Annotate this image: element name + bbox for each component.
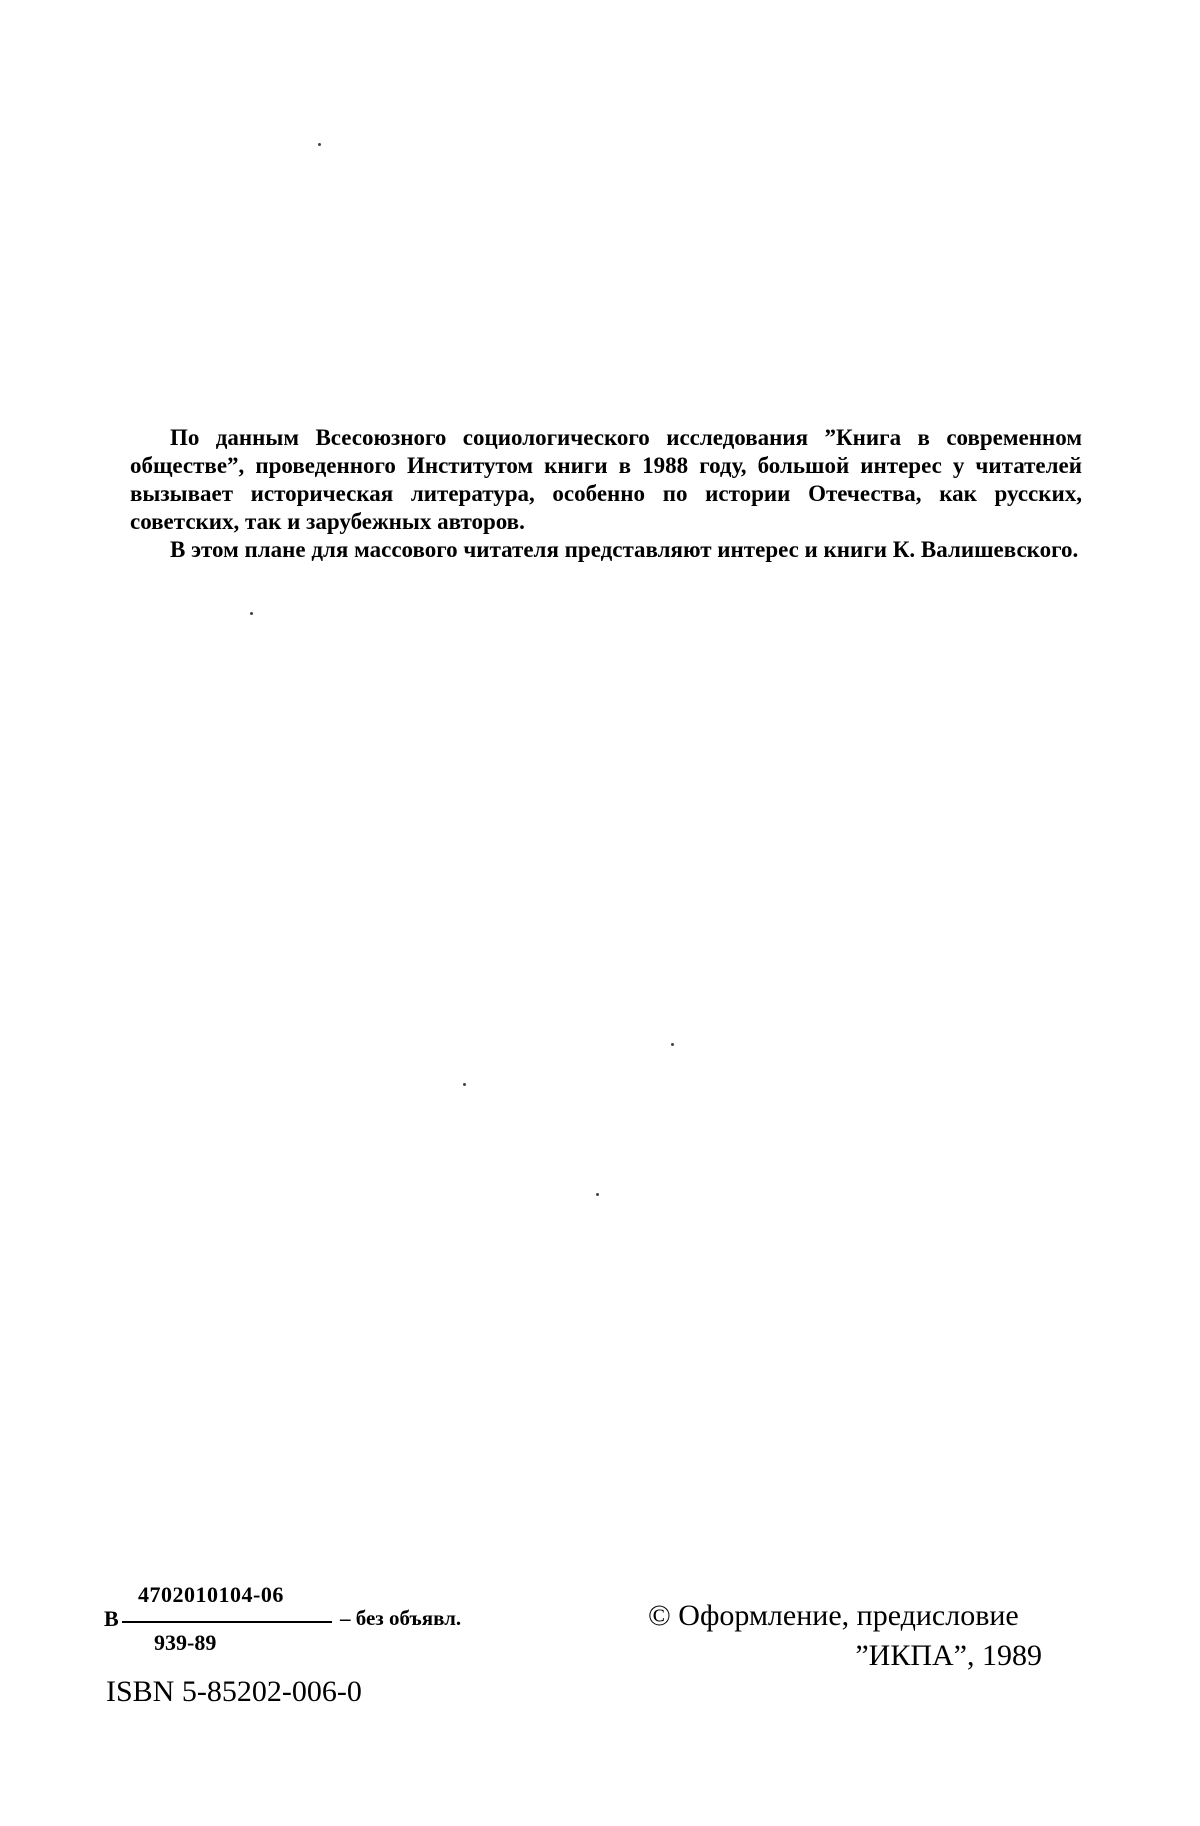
scan-speck — [250, 612, 253, 615]
paragraph-2: В этом плане для массового читателя представляют интерес и книги К. Валишевского. — [170, 537, 1079, 562]
scan-speck — [671, 1043, 674, 1046]
scan-speck — [318, 143, 321, 146]
copyright-notice — [648, 1596, 1068, 1676]
imprint-denominator: 939-89 — [154, 1630, 217, 1655]
paragraph-1: По данным Всесоюзного социологического исследования ”Книга в современном обществе”, проведенного Институтом книги в 1988 году, большой интерес у читателей вызывает историческая литература, особенно по истории Отечества, как русских, советских, так и зарубежных авторов. — [130, 425, 1082, 534]
imprint-numerator: 4702010104-06 — [138, 1582, 284, 1607]
copyright-line-1: © Оформление, предисловие — [648, 1599, 1019, 1632]
imprint-note: – без объявл. — [340, 1606, 462, 1630]
body-text — [130, 424, 1082, 564]
scan-speck — [463, 1083, 466, 1086]
scan-speck — [596, 1193, 599, 1196]
copyright-line-2: ”ИКПА”, 1989 — [855, 1639, 1042, 1672]
fraction-divider — [122, 1621, 332, 1623]
isbn: ISBN 5-85202-006-0 — [106, 1675, 362, 1708]
imprint-letter: В — [104, 1606, 119, 1631]
